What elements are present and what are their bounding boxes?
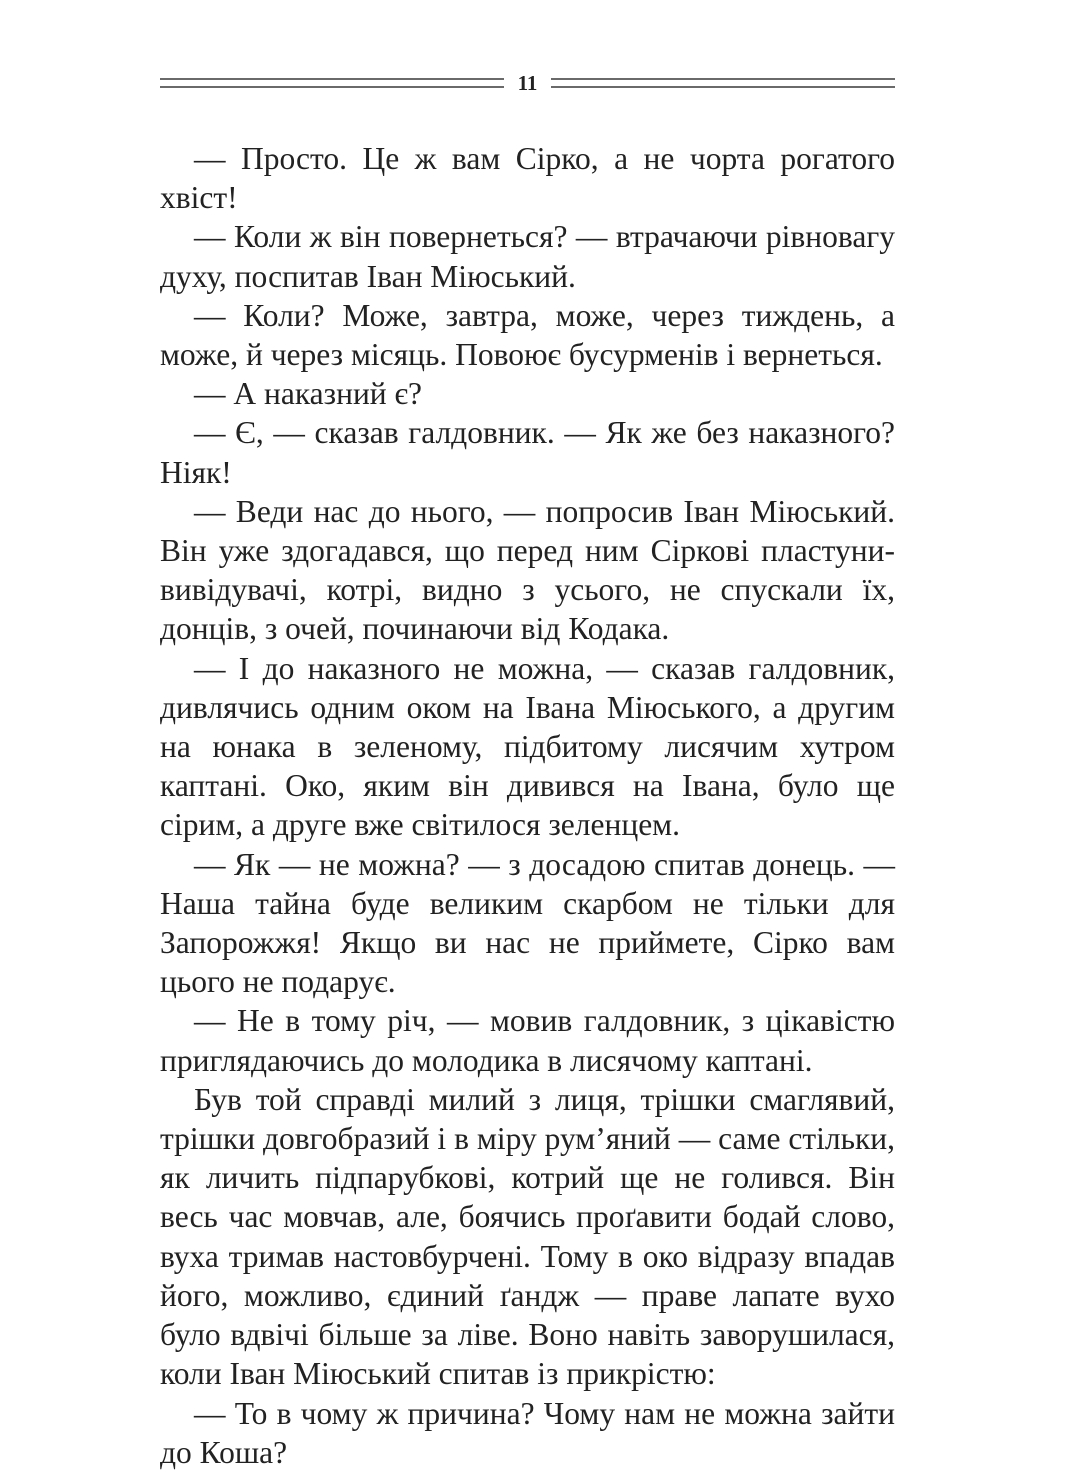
page-number: 11 <box>517 71 538 95</box>
paragraph-5: — Є, — сказав галдовник. — Як же без наказного? Ніяк! <box>160 415 895 490</box>
paragraph-11: — То в чому ж причина? Чому нам не можна зайти до Коша? <box>160 1395 895 1470</box>
paragraph-8: — Як — не можна? — з досадою спитав донець. — Наша тайна буде великим скарбом не тільки для Запорожжя! Якщо ви нас не приймете, Сірко вам цього не подарує. <box>160 846 895 1000</box>
header-rule-right <box>551 78 895 88</box>
page-header <box>160 66 895 100</box>
paragraph-4: — А наказний є? <box>194 376 423 412</box>
paragraph-7: — І до наказного не можна, — сказав галдовник, дивлячись одним оком на Івана Міюського, а другим на юнака в зеленому, підбитому лисячим хутром каптані. Око, яким він дивився на Івана, було ще сірим, а друге вже світилося зеленцем. <box>160 650 895 843</box>
header-rule-left <box>160 78 504 88</box>
paragraph-10: Був той справді милий з лиця, трішки смаглявий, трішки довгобразий і в міру рум’яний — саме стільки, як личить підпарубкові, котрий ще не голився. Він весь час мовчав, але, боячись проґавити бодай слово, вуха тримав настовбурчені. Тому в око відразу впадав його, можливо, єдиний ґандж — праве лапате вухо було вдвічі більше за ліве. Воно навіть заворушилася, коли Іван Міюський спитав із прикрістю: <box>160 1081 895 1392</box>
page-text <box>160 139 895 1472</box>
paragraph-1: — Просто. Це ж вам Сірко, а не чорта рогатого хвіст! <box>160 141 895 216</box>
paragraph-9: — Не в тому річ, — мовив галдовник, з цікавістю приглядаючись до молодика в лисячому каптані. <box>160 1003 895 1078</box>
paragraph-6: — Веди нас до нього, — попросив Іван Міюський. Він уже здогадався, що перед ним Сіркові пластуни-вивідувачі, котрі, видно з усього, не спускали їх, донців, з очей, починаючи від Кодака. <box>160 493 895 647</box>
paragraph-3: — Коли? Може, завтра, може, через тиждень, а може, й через місяць. Повоює бусурменів і вернеться. <box>160 297 895 373</box>
paragraph-2: — Коли ж він повернеться? — втрачаючи рівновагу духу, поспитав Іван Міюський. <box>160 219 895 294</box>
